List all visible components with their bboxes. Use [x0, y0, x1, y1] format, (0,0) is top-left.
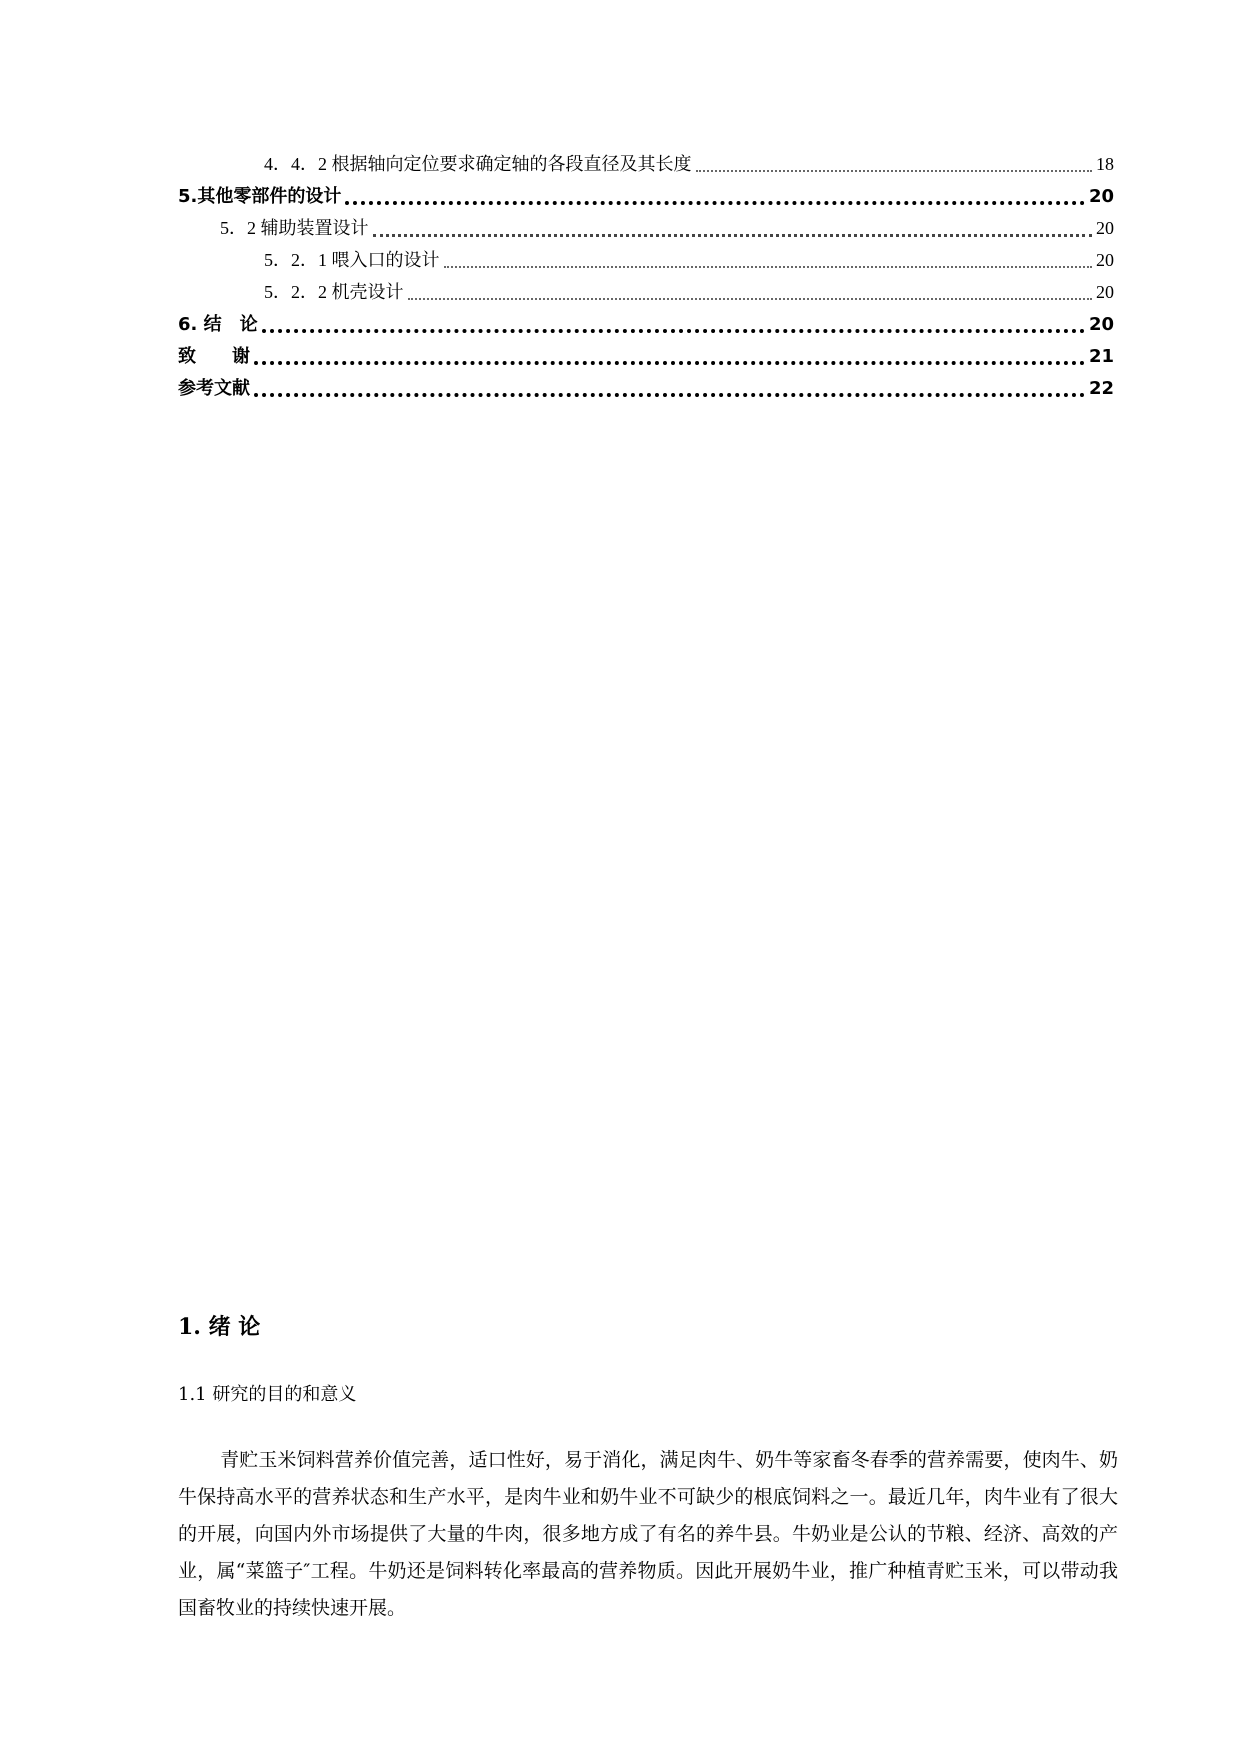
- toc-entry-text: 5．2 辅助装置设计: [220, 218, 369, 238]
- toc-leader-dots: [408, 298, 1093, 300]
- toc-leader-dots: [373, 234, 1093, 237]
- toc-entry-page: 20: [1096, 250, 1114, 270]
- toc-entry-text: 5．2．1 喂入口的设计: [264, 250, 440, 270]
- toc-entry-page: 22: [1088, 378, 1114, 399]
- table-of-contents: [178, 150, 1114, 406]
- toc-entry-6[interactable]: [178, 310, 1114, 342]
- toc-entry-page: 20: [1096, 218, 1114, 238]
- toc-leader-dots: [696, 170, 1093, 172]
- toc-entry-page: 20: [1088, 186, 1114, 207]
- toc-entry-references[interactable]: [178, 374, 1114, 406]
- toc-entry-text: 致 谢: [178, 346, 250, 367]
- toc-entry-text: 5.其他零部件的设计: [178, 186, 342, 207]
- toc-entry-page: 18: [1096, 154, 1114, 174]
- toc-entry-5[interactable]: [178, 182, 1114, 214]
- toc-entry-text: 参考文献: [178, 378, 250, 399]
- chapter-heading: 1. 绪 论: [178, 1314, 261, 1340]
- toc-entry-page: 21: [1088, 346, 1114, 367]
- toc-entry-text: 5．2．2 机壳设计: [264, 282, 404, 302]
- toc-entry-5-2-2[interactable]: [178, 278, 1114, 310]
- body-paragraph: [178, 1442, 1118, 1627]
- toc-entry-acknowledgements[interactable]: [178, 342, 1114, 374]
- toc-leader-dots: [254, 393, 1085, 397]
- body-paragraph-text: 青贮玉米饲料营养价值完善，适口性好，易于消化，满足肉牛、奶牛等家畜冬春季的营养需要，使肉牛、奶牛保持高水平的营养状态和生产水平，是肉牛业和奶牛业不可缺少的根底饲料之一。最近几年，肉牛业有了很大的开展，向国内外市场提供了大量的牛肉，很多地方成了有名的养牛县。牛奶业是公认的节粮、经济、高效的产业，属“菜篮子″工程。牛奶还是饲料转化率最高的营养物质。因此开展奶牛业，推广种植青贮玉米，可以带动我国畜牧业的持续快速开展。: [178, 1449, 1118, 1619]
- toc-entry-text: 6. 结 论: [178, 314, 258, 335]
- section-heading: 1.1 研究的目的和意义: [178, 1384, 357, 1405]
- toc-leader-dots: [262, 329, 1085, 333]
- toc-entry-5-2[interactable]: [178, 214, 1114, 246]
- toc-entry-5-2-1[interactable]: [178, 246, 1114, 278]
- toc-entry-page: 20: [1088, 314, 1114, 335]
- toc-leader-dots: [254, 361, 1085, 365]
- toc-leader-dots: [345, 201, 1085, 205]
- toc-entry-page: 20: [1096, 282, 1114, 302]
- toc-entry-text: 4．4．2 根据轴向定位要求确定轴的各段直径及其长度: [264, 154, 692, 174]
- toc-leader-dots: [444, 266, 1093, 268]
- toc-entry-4-4-2[interactable]: [178, 150, 1114, 182]
